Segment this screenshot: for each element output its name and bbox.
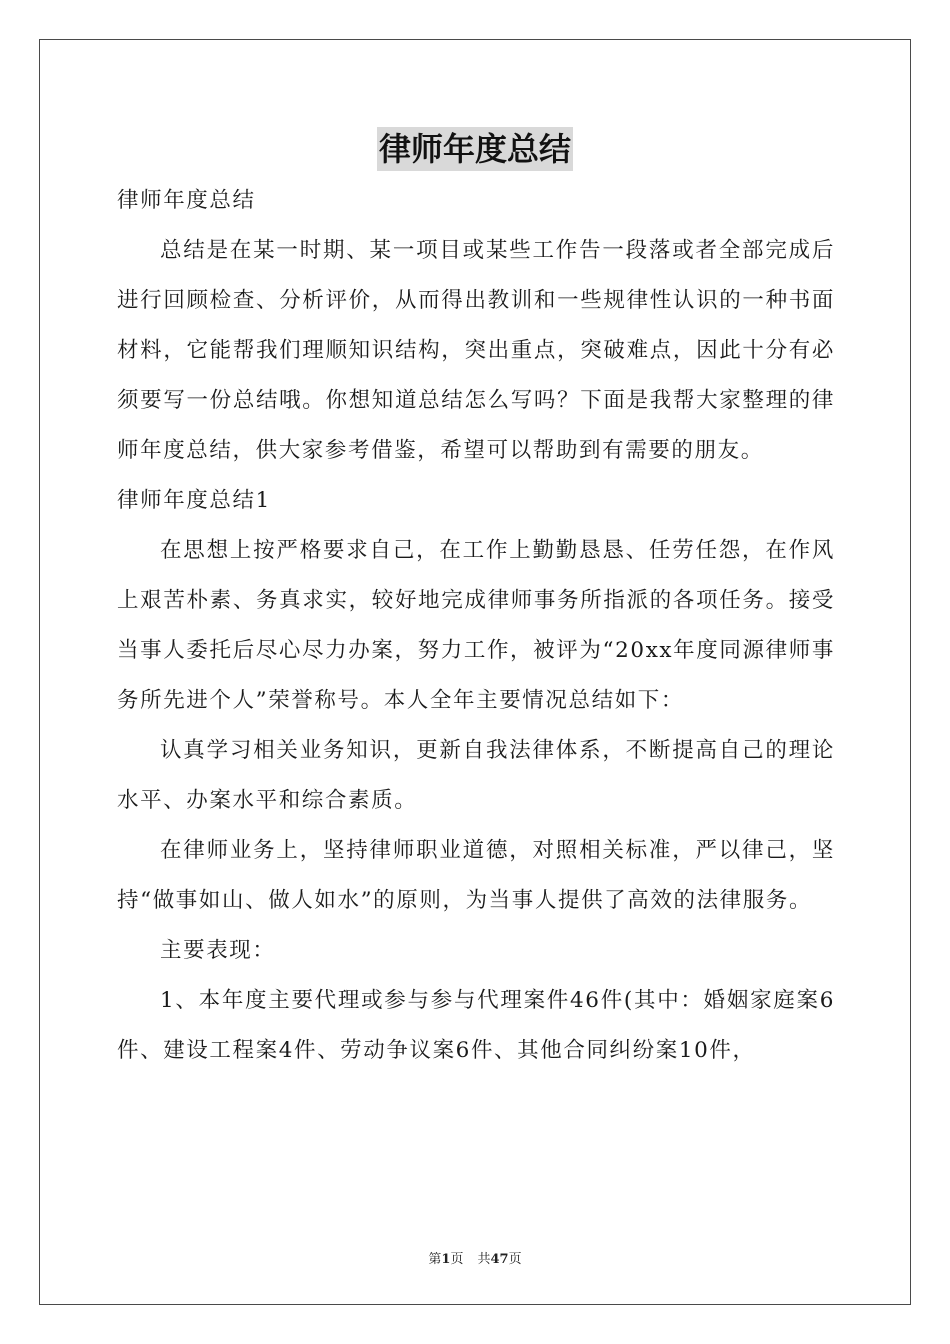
section-heading: 律师年度总结1 — [117, 488, 271, 513]
total-prefix: 共 — [477, 1252, 491, 1267]
page-current: 1 — [441, 1252, 451, 1267]
document-title: 律师年度总结 — [377, 127, 573, 171]
body-paragraph: 认真学习相关业务知识，更新自我法律体系，不断提高自己的理论水平、办案水平和综合素质。 — [117, 738, 835, 813]
body-paragraph: 在律师业务上，坚持律师职业道德，对照相关标准，严以律己，坚持“做事如山、做人如水”的原则，为当事人提供了高效的法律服务。 — [117, 838, 835, 913]
page-footer — [0, 1248, 950, 1267]
page-total: 47 — [490, 1252, 509, 1267]
body-paragraph: 在思想上按严格要求自己，在工作上勤勤恳恳、任劳任怨，在作风上艰苦朴素、务真求实，较好地完成律师事务所指派的各项任务。接受当事人委托后尽心尽力办案，努力工作，被评为“20xx年度同源律师事务所先进个人”荣誉称号。本人全年主要情况总结如下： — [117, 538, 835, 713]
title-container — [0, 127, 950, 171]
body-paragraph: 1、本年度主要代理或参与参与代理案件46件(其中：婚姻家庭案6件、建设工程案4件、劳动争议案6件、其他合同纠纷案10件， — [117, 988, 835, 1063]
subtitle-paragraph: 律师年度总结 — [117, 188, 256, 213]
body-paragraph: 主要表现： — [160, 938, 276, 963]
total-suffix: 页 — [508, 1252, 522, 1267]
page-suffix: 页 — [450, 1252, 464, 1267]
intro-paragraph: 总结是在某一时期、某一项目或某些工作告一段落或者全部完成后进行回顾检查、分析评价，从而得出教训和一些规律性认识的一种书面材料，它能帮我们理顺知识结构，突出重点，突破难点，因此十分有必须要写一份总结哦。你想知道总结怎么写吗？下面是我帮大家整理的律师年度总结，供大家参考借鉴，希望可以帮助到有需要的朋友。 — [117, 238, 835, 463]
document-body — [117, 176, 835, 1076]
page-prefix: 第 — [428, 1252, 442, 1267]
